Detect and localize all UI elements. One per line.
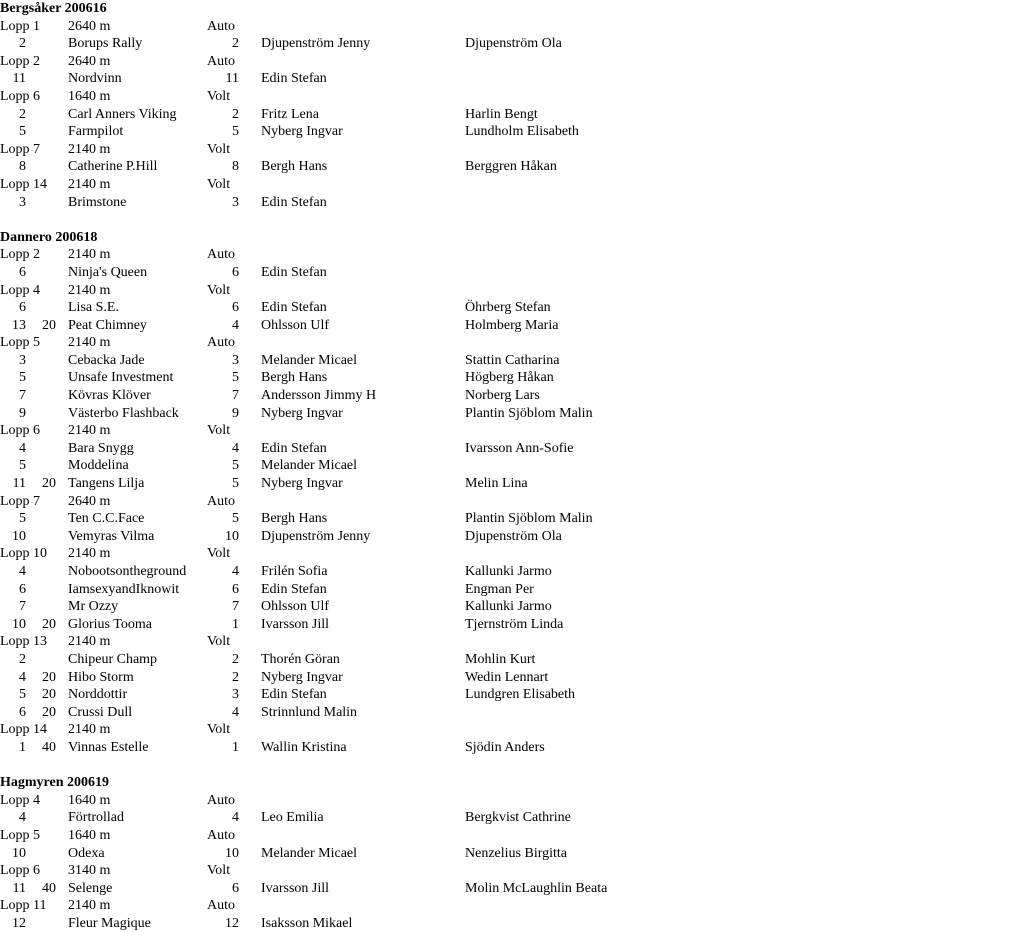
horse-name: IamsexyandIknowit [68, 581, 180, 597]
driver-name: Isaksson Mikael [261, 915, 353, 931]
horse-entry-row [0, 70, 1024, 88]
horse-name: Lisa S.E. [68, 300, 119, 316]
horse-name: Peat Chimney [68, 317, 147, 333]
entry-number: 11 [12, 71, 26, 87]
entry-handicap: 20 [42, 317, 56, 333]
entry-number: 10 [12, 528, 26, 544]
trainer-name: Nenzelius Birgitta [465, 845, 567, 861]
trainer-name: Wedin Lennart [465, 669, 549, 685]
driver-name: Strinnlund Malin [261, 704, 358, 720]
horse-entry-row [0, 387, 1024, 405]
start-track: 6 [232, 300, 239, 316]
entry-number: 4 [19, 440, 26, 456]
horse-name: Brimstone [68, 194, 127, 210]
race-distance: 1640 m [68, 792, 111, 808]
trainer-name: Norberg Lars [465, 388, 540, 404]
horse-name: Catherine P.Hill [68, 159, 158, 175]
race-distance: 1640 m [68, 88, 111, 104]
horse-name: Crussi Dull [68, 704, 133, 720]
entry-number: 7 [19, 599, 26, 615]
trainer-name: Kallunki Jarmo [465, 599, 552, 615]
race-distance: 2140 m [68, 634, 111, 650]
driver-name: Nyberg Ingvar [261, 669, 343, 685]
entry-number: 12 [12, 915, 26, 931]
race-start-type: Auto [207, 335, 235, 351]
horse-name: Odexa [68, 845, 105, 861]
horse-entry-row [0, 510, 1024, 528]
driver-name: Ivarsson Jill [261, 616, 330, 632]
horse-name: Kövras Klöver [68, 388, 151, 404]
horse-entry-row [0, 194, 1024, 212]
driver-name: Melander Micael [261, 352, 358, 368]
start-track: 3 [232, 687, 239, 703]
entry-number: 10 [12, 616, 26, 632]
horse-entry-row [0, 528, 1024, 546]
start-track: 12 [225, 915, 239, 931]
trainer-name: Holmberg Maria [465, 317, 559, 333]
race-header-row [0, 282, 1024, 300]
horse-entry-row [0, 106, 1024, 124]
race-number: Lopp 5 [0, 827, 41, 843]
race-distance: 2640 m [68, 53, 111, 69]
race-distance: 2640 m [68, 493, 111, 509]
race-number: Lopp 6 [0, 423, 41, 439]
entry-number: 6 [19, 581, 26, 597]
race-start-type: Volt [207, 88, 231, 104]
horse-entry-row [0, 669, 1024, 687]
driver-name: Andersson Jimmy H [261, 388, 377, 404]
start-track: 4 [232, 317, 239, 333]
horse-entry-row [0, 845, 1024, 863]
start-track: 5 [232, 124, 239, 140]
horse-entry-row [0, 880, 1024, 898]
horse-name: Västerbo Flashback [68, 405, 179, 421]
race-header-row [0, 827, 1024, 845]
horse-name: Borups Rally [68, 36, 143, 52]
start-track: 6 [232, 880, 239, 896]
race-header-row [0, 53, 1024, 71]
race-start-type: Volt [207, 634, 231, 650]
race-distance: 2140 m [68, 282, 111, 298]
horse-entry-row [0, 563, 1024, 581]
entry-number: 10 [12, 845, 26, 861]
race-start-type: Volt [207, 423, 231, 439]
driver-name: Fritz Lena [261, 106, 319, 122]
trainer-name: Plantin Sjöblom Malin [465, 405, 593, 421]
horse-entry-row [0, 475, 1024, 493]
horse-name: Moddelina [68, 458, 129, 474]
horse-entry-row [0, 739, 1024, 757]
entry-number: 6 [19, 704, 26, 720]
driver-name: Melander Micael [261, 845, 358, 861]
entry-handicap: 20 [42, 704, 56, 720]
start-track: 11 [225, 71, 239, 87]
race-number: Lopp 13 [0, 634, 48, 650]
race-header-row [0, 334, 1024, 352]
horse-name: Ninja's Queen [68, 264, 148, 280]
race-start-type: Volt [207, 141, 231, 157]
race-distance: 2140 m [68, 141, 111, 157]
race-header-row [0, 422, 1024, 440]
horse-name: Glorius Tooma [68, 616, 152, 632]
race-start-type: Auto [207, 792, 235, 808]
trainer-name: Melin Lina [465, 476, 528, 492]
race-number: Lopp 2 [0, 53, 41, 69]
horse-entry-row [0, 686, 1024, 704]
entry-number: 5 [19, 370, 26, 386]
race-distance: 2140 m [68, 247, 111, 263]
entry-number: 4 [19, 564, 26, 579]
horse-entry-row [0, 598, 1024, 616]
race-header-row [0, 897, 1024, 915]
horse-entry-row [0, 915, 1024, 932]
driver-name: Wallin Kristina [261, 739, 347, 755]
trainer-name: Ivarsson Ann-Sofie [465, 440, 574, 456]
driver-name: Edin Stefan [261, 71, 327, 87]
race-start-type: Volt [207, 863, 231, 879]
trainer-name: Öhrberg Stefan [465, 300, 551, 316]
race-start-type: Auto [207, 247, 235, 263]
race-number: Lopp 7 [0, 141, 41, 157]
venue-header: Hagmyren 200619 [0, 775, 110, 791]
horse-entry-row [0, 35, 1024, 53]
entry-number: 8 [19, 159, 26, 175]
race-header-row [0, 721, 1024, 739]
section-spacer [0, 211, 1024, 229]
driver-name: Ivarsson Jill [261, 880, 330, 896]
race-start-type: Auto [207, 827, 235, 843]
entry-handicap: 20 [42, 476, 56, 492]
race-number: Lopp 5 [0, 335, 41, 351]
horse-name: Vinnas Estelle [68, 739, 149, 755]
trainer-name: Lundholm Elisabeth [465, 124, 579, 140]
trainer-name: Bergkvist Cathrine [465, 810, 571, 826]
start-track: 8 [232, 159, 239, 175]
horse-entry-row [0, 317, 1024, 335]
race-number: Lopp 7 [0, 493, 41, 509]
driver-name: Ohlsson Ulf [261, 599, 330, 615]
trainer-name: Sjödin Anders [465, 739, 545, 755]
race-number: Lopp 10 [0, 546, 48, 562]
trainer-name: Djupenström Ola [465, 528, 562, 544]
start-track: 7 [232, 599, 239, 615]
horse-entry-row [0, 651, 1024, 669]
trainer-name: Högberg Håkan [465, 370, 554, 386]
entry-number: 6 [19, 300, 26, 316]
race-header-row [0, 633, 1024, 651]
entry-number: 11 [12, 476, 26, 492]
trainer-name: Molin McLaughlin Beata [465, 880, 608, 896]
horse-entry-row [0, 616, 1024, 634]
horse-entry-row [0, 457, 1024, 475]
start-track: 2 [232, 106, 239, 122]
race-distance: 2640 m [68, 18, 111, 34]
horse-entry-row [0, 405, 1024, 423]
venue-header: Dannero 200618 [0, 229, 98, 245]
entry-handicap: 20 [42, 669, 56, 685]
horse-name: Unsafe Investment [68, 370, 174, 386]
driver-name: Bergh Hans [261, 159, 328, 175]
race-header-row [0, 493, 1024, 511]
driver-name: Ohlsson Ulf [261, 317, 330, 333]
start-track: 9 [232, 405, 239, 421]
horse-name: Ten C.C.Face [68, 511, 145, 527]
horse-entry-row [0, 352, 1024, 370]
start-track: 2 [232, 36, 239, 52]
entry-number: 6 [19, 264, 26, 280]
trainer-name: Berggren Håkan [465, 159, 557, 175]
entry-number: 2 [19, 106, 26, 122]
driver-name: Nyberg Ingvar [261, 124, 343, 140]
race-start-type: Auto [207, 18, 235, 34]
start-track: 4 [232, 704, 239, 720]
start-track: 3 [232, 352, 239, 368]
driver-name: Edin Stefan [261, 300, 327, 316]
venue-header: Bergsåker 200616 [0, 1, 107, 16]
driver-name: Edin Stefan [261, 440, 327, 456]
horse-entry-row [0, 704, 1024, 722]
driver-name: Nyberg Ingvar [261, 405, 343, 421]
driver-name: Nyberg Ingvar [261, 476, 343, 492]
entry-number: 11 [12, 880, 26, 896]
driver-name: Edin Stefan [261, 687, 327, 703]
race-header-row [0, 141, 1024, 159]
race-number: Lopp 14 [0, 176, 48, 192]
race-distance: 2140 m [68, 722, 111, 738]
race-distance: 3140 m [68, 863, 111, 879]
horse-entry-row [0, 264, 1024, 282]
start-track: 2 [232, 651, 239, 667]
horse-entry-row [0, 158, 1024, 176]
driver-name: Bergh Hans [261, 511, 328, 527]
driver-name: Edin Stefan [261, 264, 327, 280]
entry-handicap: 20 [42, 616, 56, 632]
race-distance: 2140 m [68, 898, 111, 914]
start-track: 1 [232, 616, 239, 632]
race-header-row [0, 862, 1024, 880]
race-distance: 1640 m [68, 827, 111, 843]
start-track: 6 [232, 581, 239, 597]
trainer-name: Harlin Bengt [465, 106, 538, 122]
driver-name: Melander Micael [261, 458, 358, 474]
horse-name: Förtrollad [68, 810, 124, 826]
race-start-type: Volt [207, 546, 231, 562]
entry-handicap: 20 [42, 687, 56, 703]
horse-name: Nobootsontheground [68, 564, 187, 579]
race-number: Lopp 11 [0, 898, 47, 914]
section-spacer [0, 757, 1024, 775]
entry-number: 4 [19, 669, 26, 685]
horse-name: Vemyras Vilma [68, 528, 155, 544]
race-start-type: Auto [207, 898, 235, 914]
horse-name: Tangens Lilja [68, 476, 145, 492]
start-track: 4 [232, 564, 239, 579]
entry-number: 4 [19, 810, 26, 826]
entry-number: 9 [19, 405, 26, 421]
entry-handicap: 40 [42, 880, 56, 896]
horse-name: Nordvinn [68, 71, 122, 87]
race-number: Lopp 6 [0, 863, 41, 879]
driver-name: Thorén Göran [261, 651, 340, 667]
race-distance: 2140 m [68, 335, 111, 351]
race-distance: 2140 m [68, 423, 111, 439]
race-header-row [0, 246, 1024, 264]
start-track: 5 [232, 511, 239, 527]
horse-entry-row [0, 369, 1024, 387]
horse-name: Cebacka Jade [68, 352, 145, 368]
driver-name: Frilén Sofia [261, 564, 328, 579]
horse-entry-row [0, 809, 1024, 827]
start-track: 1 [232, 739, 239, 755]
entry-number: 2 [19, 36, 26, 52]
trainer-name: Stattin Catharina [465, 352, 560, 368]
start-track: 4 [232, 440, 239, 456]
horse-name: Farmpilot [68, 124, 124, 140]
entry-number: 13 [12, 317, 26, 333]
horse-entry-row [0, 440, 1024, 458]
trainer-name: Engman Per [465, 581, 534, 597]
race-start-type: Volt [207, 722, 231, 738]
start-track: 6 [232, 264, 239, 280]
driver-name: Djupenström Jenny [261, 528, 371, 544]
entry-number: 3 [19, 194, 26, 210]
trainer-name: Plantin Sjöblom Malin [465, 511, 593, 527]
horse-entry-row [0, 299, 1024, 317]
horse-name: Selenge [68, 880, 113, 896]
start-track: 4 [232, 810, 239, 826]
start-track: 7 [232, 388, 239, 404]
entry-number: 2 [19, 651, 26, 667]
horse-entry-row [0, 123, 1024, 141]
trainer-name: Lundgren Elisabeth [465, 687, 576, 703]
race-number: Lopp 14 [0, 722, 48, 738]
driver-name: Djupenström Jenny [261, 36, 371, 52]
entry-number: 5 [19, 458, 26, 474]
race-header-row [0, 88, 1024, 106]
race-number: Lopp 4 [0, 792, 41, 808]
entry-number: 7 [19, 388, 26, 404]
trainer-name: Mohlin Kurt [465, 651, 536, 667]
driver-name: Edin Stefan [261, 194, 327, 210]
horse-name: Hibo Storm [68, 669, 134, 685]
driver-name: Edin Stefan [261, 581, 327, 597]
horse-name: Bara Snygg [68, 440, 134, 456]
horse-name: Carl Anners Viking [68, 106, 177, 122]
start-track: 3 [232, 194, 239, 210]
entry-handicap: 40 [42, 739, 56, 755]
race-header-row [0, 176, 1024, 194]
horse-name: Chipeur Champ [68, 651, 158, 667]
horse-entry-row [0, 581, 1024, 599]
race-start-type: Auto [207, 53, 235, 69]
race-header-row [0, 792, 1024, 810]
horse-name: Norddottir [68, 687, 128, 703]
race-number: Lopp 1 [0, 18, 41, 34]
entry-number: 5 [19, 687, 26, 703]
trainer-name: Djupenström Ola [465, 36, 562, 52]
trainer-name: Kallunki Jarmo [465, 564, 552, 579]
horse-name: Fleur Magique [68, 915, 151, 931]
entry-number: 1 [19, 739, 26, 755]
start-track: 10 [225, 845, 239, 861]
start-track: 10 [225, 528, 239, 544]
race-number: Lopp 6 [0, 88, 41, 104]
driver-name: Bergh Hans [261, 370, 328, 386]
race-distance: 2140 m [68, 176, 111, 192]
race-start-type: Volt [207, 282, 231, 298]
entry-number: 5 [19, 511, 26, 527]
race-number: Lopp 4 [0, 282, 41, 298]
start-track: 5 [232, 370, 239, 386]
race-header-row [0, 18, 1024, 36]
start-track: 2 [232, 669, 239, 685]
race-header-row [0, 545, 1024, 563]
race-start-type: Volt [207, 176, 231, 192]
race-distance: 2140 m [68, 546, 111, 562]
trainer-name: Tjernström Linda [465, 616, 564, 632]
horse-name: Mr Ozzy [68, 599, 119, 615]
start-track: 5 [232, 458, 239, 474]
race-number: Lopp 2 [0, 247, 41, 263]
driver-name: Leo Emilia [261, 810, 324, 826]
entry-number: 3 [19, 352, 26, 368]
start-track: 5 [232, 476, 239, 492]
race-start-type: Auto [207, 493, 235, 509]
entry-number: 5 [19, 124, 26, 140]
